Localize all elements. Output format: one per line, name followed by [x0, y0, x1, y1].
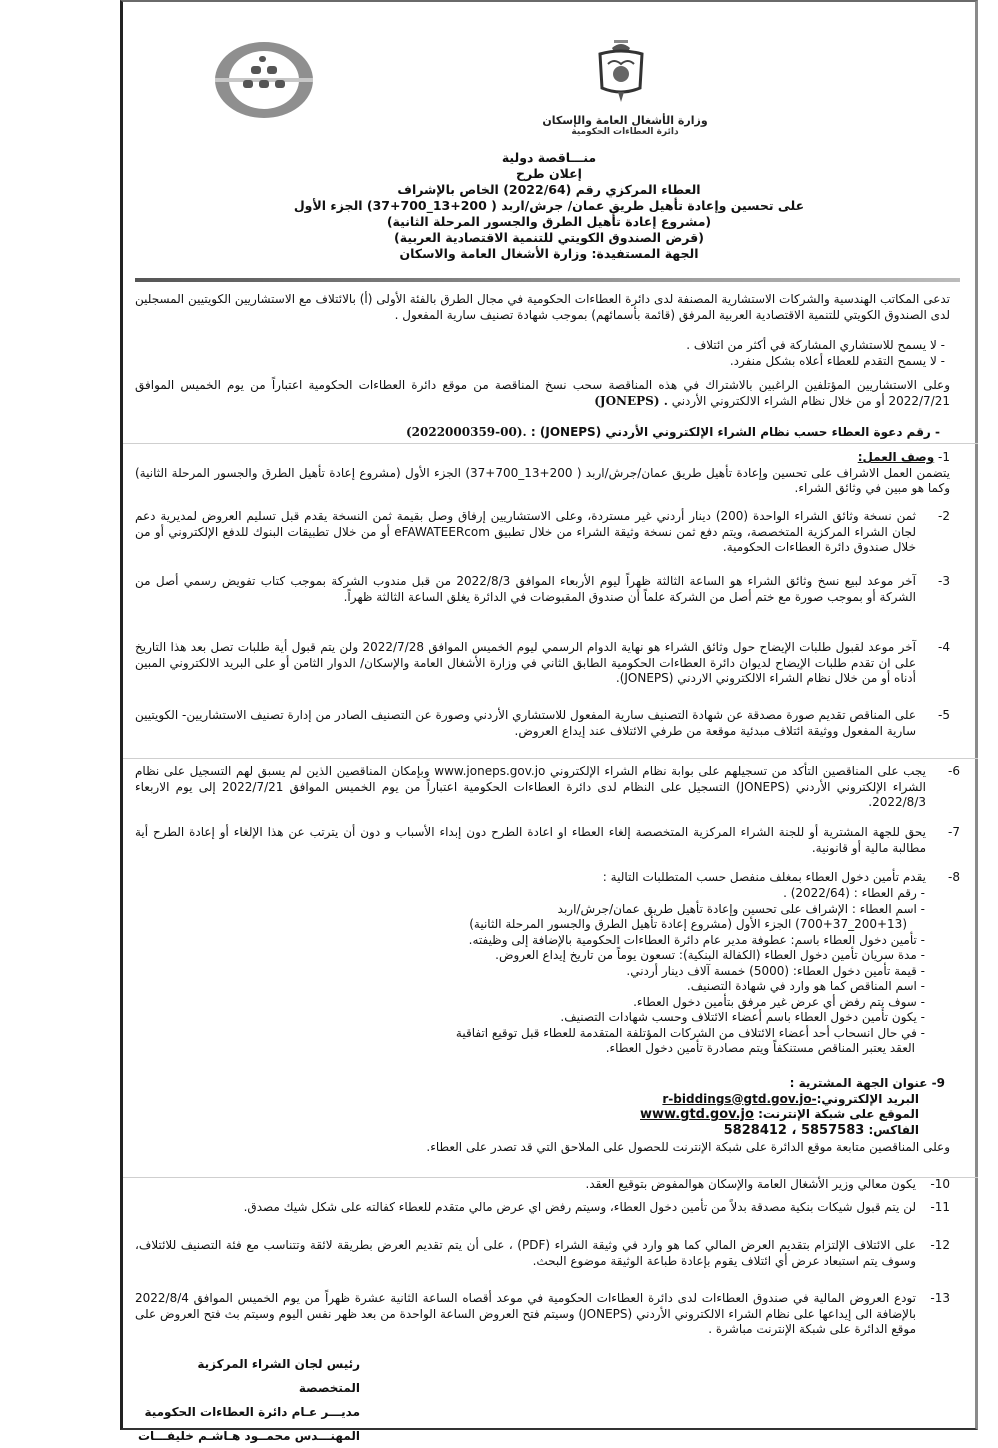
email-label: البريد الإلكتروني: [816, 1091, 919, 1106]
jordan-coat-of-arms-icon [590, 38, 652, 106]
requirement-item: - رقم العطاء : (2022/64) . [783, 886, 925, 900]
section-divider [123, 758, 978, 759]
requirement-item: - اسم العطاء : الإشراف على تحسين وإعادة تأهيل طريق عمان/جرش/اربد [557, 901, 925, 916]
title-line: الجهة المستفيدة: وزارة الأشغال العامة والاسكان [399, 246, 699, 261]
requirement-item: (200+13_700+37) الجزء الأول (مشروع إعادة تأهيل الطرق والجسور المرحلة الثانية) [469, 917, 907, 931]
intro-bullets [135, 338, 945, 369]
header-divider [135, 278, 960, 282]
signature-title: رئيس لجان الشراء المركزية المتخصصة [197, 1357, 360, 1395]
signature-position: مديـــر عـام دائرة العطاءات الحكومية [144, 1405, 360, 1419]
item-13: 13- تودع العروض المالية في صندوق العطاءات لدى دائرة العطاءات الحكومية في موعد أقصاه الساعة الثانية عشرة ظهراً من يوم الخميس الموافق 2022/8/4 بالإضافة الى إيداعها على نظام الشراء الالكتروني الأردني (JONEPS) وسيتم فتح العروض الساعة الواحدة من بعد ظهر نفس اليوم وسيتم بث فتح العروض على موقع الدائرة على شبكة الإنترنت مباشرة . [135, 1291, 950, 1336]
email-link[interactable]: r-biddings@gtd.gov.jo- [662, 1091, 817, 1106]
item-8: 8- يقدم تأمين دخول العطاء بمغلف منفصل حسب المتطلبات التالية : [602, 870, 960, 884]
bullet-item: - لا يسمح التقدم للعطاء أعلاه بشكل منفرد. [729, 353, 945, 368]
item-1: 1- وصف العمل: يتضمن العمل الاشراف على تحسين وإعادة تأهيل طريق عمان/جرش/اربد ( 200+13_700+37) الجزء الأول (مشروع إعادة تأهيل الطرق والجسور المرحلة الثانية) وكما هو مبين في وثائق الشراء. [135, 450, 950, 495]
item-12: 12- على الائتلاف الإلتزام بتقديم العرض المالي كما هو وارد في وثيقة الشراء (PDF) ، على أن يتم تقديم العرض بطريقة لائقة وتتناسب مع فئة التصنيف للائتلاف، وسوف يتم استبعاد عرض أي ائتلاف يقوم بإعادة طباعة الوثيقة موضوع البحث. [135, 1238, 950, 1268]
item-8-requirements [135, 886, 925, 1057]
requirement-item: - مدة سريان تأمين دخول العطاء (الكفالة البنكية): تسعون يوماً من تاريخ إيداع العروض. [495, 948, 925, 962]
requirement-item: - في حال انسحاب أحد أعضاء الائتلاف من الشركات المؤتلفة المتقدمة للعطاء قبل توقيع اتفاقية [455, 1025, 925, 1040]
intro-paragraph: تدعى المكاتب الهندسية والشركات الاستشارية المصنفة لدى دائرة العطاءات الحكومية في مجال الطرق بالفئة الأولى (أ) بالائتلاف مع الاستشاريين الكويتيين المسجلين لدى الصندوق الكويتي للتنمية الاقتصادية العربية المرفق (قائمة بأسمائهم) بموجب شهادة تصنيف سارية المفعول . [135, 292, 950, 322]
requirement-item: - قيمة تأمين دخول العطاء: (5000) خمسة آلاف دينار أردني. [626, 963, 925, 978]
title-line: العطاء المركزي رقم (2022/64) الخاص بالإشراف [397, 182, 701, 197]
title-line: إعلان طرح [516, 166, 582, 181]
tender-title-block [130, 150, 968, 262]
item-7: 7- يحق للجهة المشترية أو للجنة الشراء المركزية المتخصصة إلغاء العطاء او اعادة الطرح دون إبداء الأسباب و دون أن يترتب عن هذا الإلغاء أو إعادة الطرح أية مطالبة مالية أو قانونية. [135, 825, 960, 855]
invitation-number: (2022000359-00). [405, 425, 527, 439]
item-4: 4- آخر موعد لقبول طلبات الإيضاح حول وثائق الشراء هو نهاية الدوام الرسمي ليوم الخميس الموافق 2022/7/28 ولن يتم قبول أية طلبات تصل بعد هذا التاريخ على ان تقدم طلبات الإيضاح لديوان دائرة العطاءات الحكومية الطابق الثاني في وزارة الأشغال العامة والإسكان/ الدوار الثامن أو على البريد الالكتروني المبين أدناه أو من خلال نظام الشراء الالكتروني الاردني (JONEPS). [135, 640, 950, 685]
requirement-item: - اسم المناقص كما هو وارد في شهادة التصنيف. [686, 979, 925, 993]
requirement-item: العقد يعتبر المناقص مستنكفاً ويتم مصادرة تأمين دخول العطاء. [605, 1041, 915, 1055]
ministry-name: وزارة الأشغال العامة والإسكان [542, 114, 708, 127]
bullet-item: - لا يسمح للاستشاري المشاركة في أكثر من ائتلاف . [686, 338, 945, 352]
title-line: منـــاقصة دولية [501, 150, 597, 165]
item-5: 5- على المناقص تقديم صورة مصدقة عن شهادة التصنيف سارية المفعول للاستشاري الأردني وصورة عن التصنيف الصادر من إدارة تصنيف الاستشاريين- الكويتيين سارية المفعول ووثيقة ائتلاف مبدئية موقعة من طرفي الائتلاف عند إيداع العروض. [135, 708, 950, 738]
section-divider [123, 443, 978, 444]
department-name: دائرة العطاءات الحكومية [571, 127, 679, 137]
excellence-seal-logo [215, 42, 313, 118]
signature-block [135, 1352, 360, 1448]
item-10: 10- يكون معالي وزير الأشغال العامة والإسكان هوالمفوض بتوقيع العقد. [585, 1177, 950, 1191]
item-6: 6- يجب على المناقصين التأكد من تسجيلهم على بوابة نظام الشراء الإلكتروني www.joneps.gov.jo وبإمكان المناقصين الذين لم يسبق لهم التسجيل على نظام الشراء الإلكتروني الأردني (JONEPS) التسجيل على النظام لدى دائرة العطاءات الحكومية اعتباراً من يوم الخميس الموافق 2022/7/21 إلى يوم الاربعاء 2022/8/3. [135, 764, 960, 809]
fax-numbers: 5857583 ، 5828412 [723, 1122, 865, 1138]
addenda-note: وعلى المناقصين متابعة موقع الدائرة على شبكة الإنترنت للحصول على الملاحق التي قد تصدر على العطاء. [426, 1140, 950, 1154]
website-label: الموقع على شبكة الإنترنت: [758, 1107, 919, 1121]
title-line: على تحسين وإعادة تأهيل طريق عمان/ جرش/اربد ( 200+13_700+37) الجزء الأول [293, 198, 805, 213]
signature-name: المهنـــدس محمــود هـاشـم خليفـــات [137, 1429, 360, 1443]
item-2: 2- ثمن نسخة وثائق الشراء الواحدة (200) دينار أردني غير مستردة، وعلى الاستشاريين إرفاق وصل بقيمة ثمن النسخة يقدم قبل تسليم العروض لمديرية دعم لجان الشراء المركزية المتخصصة، ويتم دفع ثمن نسخة وثيقة الشراء من خلال تطبيق eFAWATEERcom أو من خلال تطبيقات البنوك للدفع الإلكتروني أو من خلال صندوق دائرة العطاءات الحكومية. [135, 509, 950, 554]
item-11: 11- لن يتم قبول شيكات بنكية مصدقة بدلاً من تأمين دخول العطاء، وسيتم رفض اي عرض مالي متقدم للعطاء كفالته على شكل شيك مصدق. [243, 1200, 950, 1214]
fax-label: الفاكس: [868, 1122, 919, 1137]
item-1-heading: وصف العمل: [857, 450, 935, 464]
title-line: (مشروع إعادة تأهيل الطرق والجسور المرحلة الثانية) [386, 214, 712, 229]
requirement-item: - سوف يتم رفض أي عرض غير مرفق بتأمين دخول العطاء. [633, 994, 925, 1009]
contact-heading: عنوان الجهة المشترية : [789, 1076, 928, 1090]
requirement-item: - تأمين دخول العطاء باسم: عطوفة مدير عام دائرة العطاءات الحكومية بالإضافة إلى وظيفته. [468, 932, 925, 947]
intro-paragraph-2: وعلى الاستشاريين المؤتلفين الراغبين بالاشتراك في هذه المناقصة سحب نسخ المناقصة من موقع دائرة العطاءات الحكومية اعتباراً من يوم الخميس الموافق 2022/7/21 أو من خلال نظام الشراء الالكتروني الأردني (JONEPS) . [135, 378, 950, 408]
invitation-number-line: - رقم دعوة العطاء حسب نظام الشراء الإلكتروني الأردني (JONEPS) : (2022000359-00). [405, 425, 940, 439]
title-line: (قرض الصندوق الكويتي للتنمية الاقتصادية العربية) [394, 230, 704, 245]
joneps-label: (JONEPS) . [594, 393, 668, 408]
item-3: 3- آخر موعد لبيع نسخ وثائق الشراء هو الساعة الثالثة ظهراً ليوم الأربعاء الموافق 2022/8/3 من قبل مندوب الشركة بموجب كتاب تفويض رسمي أصل من الشركة أو بموجب صورة مع ختم أصل من الشركة علماً أن صندوق المقبوضات في الدائرة يغلق الساعة الثالثة ظهراً. [135, 574, 950, 604]
item-9-contact: 9- عنوان الجهة المشترية : البريد الإلكتروني:r-biddings@gtd.gov.jo- الموقع على شبكة الإنترنت: www.gtd.gov.jo الفاكس: 5857583 ، 5828412 [640, 1076, 945, 1138]
website-link[interactable]: www.gtd.gov.jo [640, 1107, 754, 1122]
requirement-item: - يكون تأمين دخول العطاء باسم أعضاء الائتلاف وحسب شهادات التصنيف. [560, 1010, 925, 1024]
